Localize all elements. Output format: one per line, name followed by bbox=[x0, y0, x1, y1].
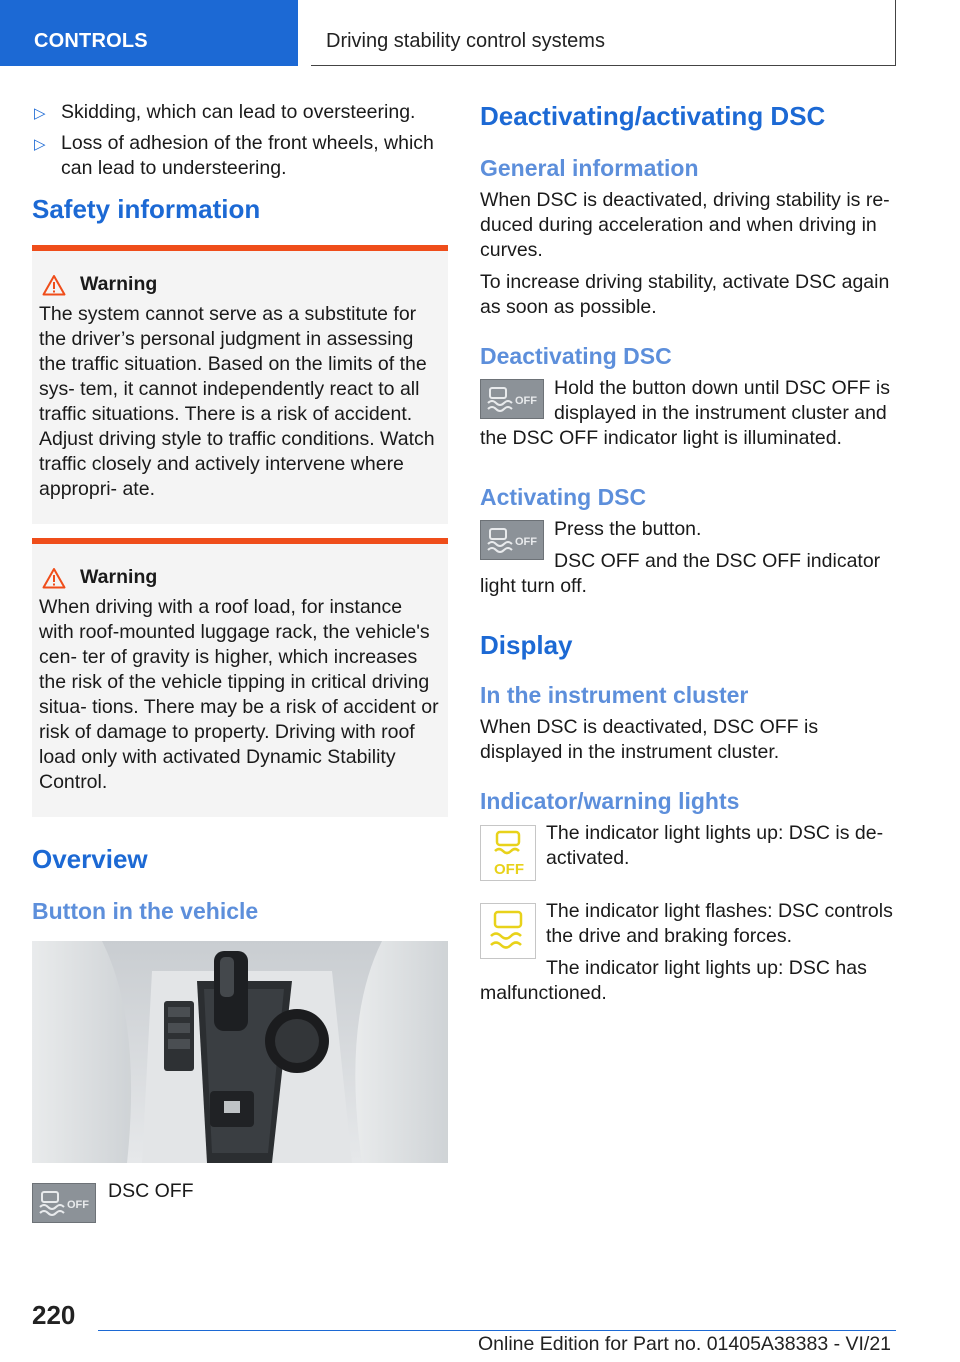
svg-text:OFF: OFF bbox=[515, 536, 537, 548]
bullet-triangle-icon: ▷ bbox=[34, 105, 46, 122]
warning-text: When driving with a roof load, for instance with roof-mounted luggage rack, the vehicle's cen‐ ter of gravity is higher, which increases the risk of the vehicle tipping in critical driving situa‐ tions. There may be a risk of accident or risk of damage to property. Driving with roof load only with activated Dynamic Stability Control. bbox=[39, 596, 439, 793]
page-number: 220 bbox=[32, 1300, 76, 1330]
indicator-text-2: The indicator light flashes: DSC controls the drive and braking forces. bbox=[546, 900, 893, 947]
warning-triangle-icon bbox=[42, 567, 66, 589]
cluster-heading: In the instrument cluster bbox=[480, 682, 749, 708]
deactivating-block bbox=[480, 376, 898, 451]
deactivating-text: Hold the button down until DSC OFF is displayed in the instrument cluster and the DSC OFF indicator light is illuminated. bbox=[480, 377, 890, 449]
button-heading: Button in the vehicle bbox=[32, 898, 259, 924]
svg-text:OFF: OFF bbox=[494, 861, 524, 878]
cluster-text: When DSC is deactivated, DSC OFF is displayed in the instrument cluster. bbox=[480, 716, 819, 763]
footer-edition: Online Edition for Part no. 01405A38383 - VI/21 bbox=[478, 1333, 892, 1355]
dsc-off-button-icon bbox=[480, 379, 544, 419]
bullet-triangle-icon: ▷ bbox=[34, 136, 46, 153]
overview-heading: Overview bbox=[32, 844, 148, 874]
warning-title: Warning bbox=[80, 566, 158, 588]
activating-text-1: Press the button. bbox=[554, 518, 702, 540]
safety-heading: Safety information bbox=[32, 194, 261, 224]
warning-box bbox=[32, 538, 448, 817]
indicator-text-3: The indicator light lights up: DSC has malfunctioned. bbox=[480, 957, 867, 1004]
header-section-label: CONTROLS bbox=[34, 30, 148, 52]
dsc-off-button-icon bbox=[480, 520, 544, 560]
console-illustration bbox=[32, 941, 448, 1163]
general-paragraph-1: When DSC is deactivated, driving stability is re‐ duced during acceleration and when driving in curves. bbox=[480, 189, 890, 261]
indicator-text-1: The indicator light lights up: DSC is de‐ activated. bbox=[546, 822, 884, 869]
bullet-item: ▷ Skidding, which can lead to oversteering. bbox=[32, 100, 448, 125]
general-heading: General information bbox=[480, 155, 699, 181]
dsc-active-indicator-icon bbox=[480, 903, 536, 959]
warning-title: Warning bbox=[80, 273, 158, 295]
lights-heading: Indicator/warning lights bbox=[480, 788, 740, 814]
activating-text-2: DSC OFF and the DSC OFF indicator light turn off. bbox=[480, 550, 881, 597]
warning-box bbox=[32, 245, 448, 524]
warning-triangle-icon bbox=[42, 274, 66, 296]
footer-divider bbox=[98, 1330, 896, 1331]
display-heading: Display bbox=[480, 630, 573, 660]
header-section-tab bbox=[0, 0, 298, 66]
general-paragraph-2: To increase driving stability, activate DSC again as soon as possible. bbox=[480, 271, 890, 318]
button-caption-row bbox=[32, 1180, 448, 1223]
main-heading: Deactivating/activating DSC bbox=[480, 101, 826, 131]
activating-heading: Activating DSC bbox=[480, 484, 647, 510]
svg-text:OFF: OFF bbox=[67, 1199, 89, 1211]
right-column bbox=[480, 100, 898, 1006]
header-chapter-box bbox=[311, 0, 896, 66]
indicator-row-1 bbox=[480, 821, 898, 881]
dsc-off-button-icon bbox=[32, 1183, 96, 1223]
warning-text: The system cannot serve as a substitute for the driver’s personal judgment in assessing the traffic situation. Based on the limits of the sys‐ tem, it cannot independently react to all traffic situations. There is a risk of accident. Adjust driving style to traffic conditions. Watch traffic closely and actively intervene where appropri‐ ate. bbox=[39, 303, 435, 500]
header-chapter-label: Driving stability control systems bbox=[326, 30, 605, 52]
svg-text:OFF: OFF bbox=[515, 395, 537, 407]
button-caption: DSC OFF bbox=[108, 1180, 194, 1202]
deactivating-heading: Deactivating DSC bbox=[480, 343, 672, 369]
left-column bbox=[32, 100, 448, 1223]
activating-block bbox=[480, 517, 898, 599]
center-console-photo bbox=[32, 941, 448, 1163]
dsc-off-indicator-icon bbox=[480, 825, 536, 881]
bullet-item: ▷ Loss of adhesion of the front wheels, which can lead to understeering. bbox=[34, 132, 434, 179]
indicator-row-2 bbox=[480, 899, 898, 1006]
